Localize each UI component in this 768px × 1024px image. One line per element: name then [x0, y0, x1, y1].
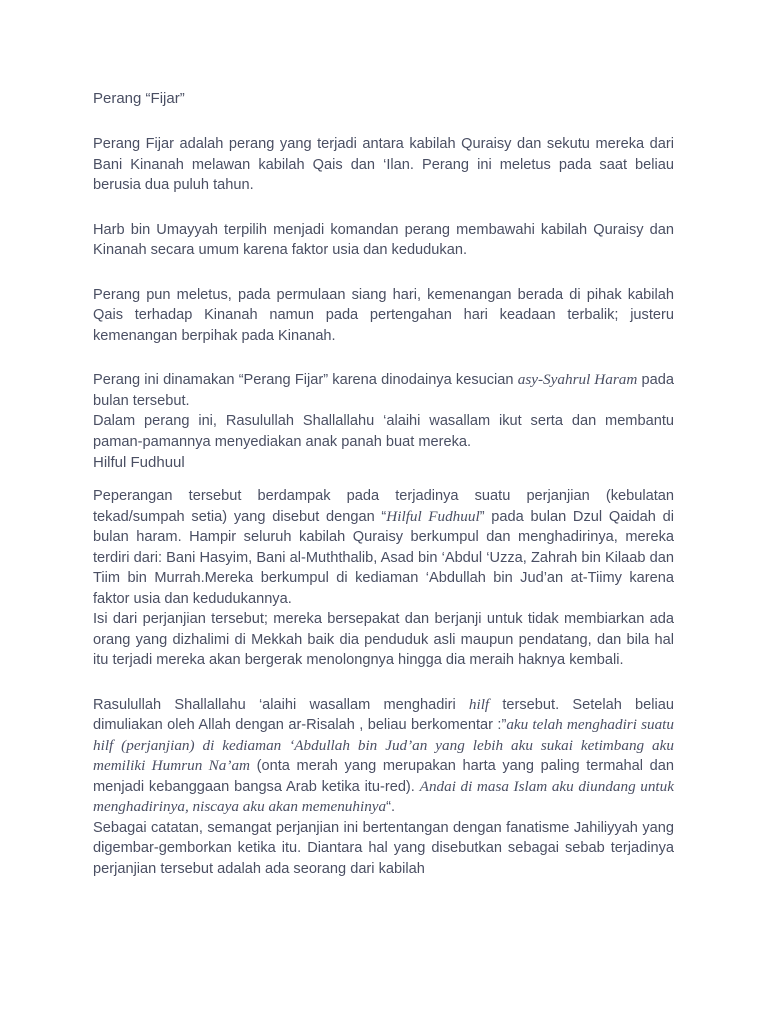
paragraph-prophet-comment [93, 695, 674, 818]
italic-term: asy-Syahrul Haram [517, 371, 638, 388]
text-segment: Rasulullah Shallallahu ‘alaihi wasallam menghadiri [93, 696, 469, 713]
text-segment: (onta merah yang merupakan harta yang paling termahal dan menjadi kebanggaan bangsa Arab ketika itu-red). [93, 758, 674, 795]
italic-quote: aku telah menghadiri suatu hilf (perjanjian) di kediaman ‘Abdullah bin Jud’an yang lebih aku sukai ketimbang aku memiliki Humrun Na’am [93, 716, 674, 774]
heading-hilful-fudhuul: Hilful Fudhuul [93, 454, 185, 471]
paragraph-fijar-definition: Perang Fijar adalah perang yang terjadi antara kabilah Quraisy dan sekutu mereka dari Bani Kinanah melawan kabilah Qais dan ‘Ilan. Perang ini meletus pada saat beliau berusia dua puluh tahun. [93, 136, 674, 193]
paragraph-hilful-origin [93, 486, 674, 609]
text-segment: tersebut. Setelah beliau dimuliakan oleh Allah dengan ar-Risalah , beliau berkomentar :” [93, 696, 674, 733]
italic-quote: Andai di masa Islam aku diundang untuk menghadirinya, niscaya aku akan memenuhinya [93, 777, 674, 815]
italic-term: Hilful Fudhuul [386, 507, 480, 525]
paragraph-prophet-participation: Dalam perang ini, Rasulullah Shallallahu ‘alaihi wasallam ikut serta dan membantu paman-pamannya menyediakan anak panah buat mereka. [93, 413, 674, 450]
paragraph-naming-reason [93, 370, 674, 411]
text-segment: Peperangan tersebut berdampak pada terjadinya suatu perjanjian (kebulatan tekad/sumpah setia) yang disebut dengan “ [93, 488, 674, 525]
paragraph-war-outcome: Perang pun meletus, pada permulaan siang hari, kemenangan berada di pihak kabilah Qais terhadap Kinanah namun pada pertengahan hari keadaan terbalik; justeru kemenangan berpihak pada Kinanah. [93, 286, 674, 344]
heading-perang-fijar: Perang “Fijar” [93, 90, 185, 107]
text-segment: “. [386, 799, 396, 815]
paragraph-note: Sebagai catatan, semangat perjanjian ini bertentangan dengan fanatisme Jahiliyyah yang digembar-gemborkan ketika itu. Diantara hal yang disebutkan sebagai sebab terjadinya perjanjian tersebut adalah ada seorang dari kabilah [93, 819, 674, 877]
document-page [93, 88, 674, 879]
paragraph-agreement-content: Isi dari perjanjian tersebut; mereka bersepakat dan berjanji untuk tidak membiarkan ada orang yang dizhalimi di Mekkah baik dia penduduk asli maupun pendatang, dan bila hal itu terjadi mereka akan bergerak menolongnya hingga dia meraih haknya kembali. [93, 611, 674, 668]
text-segment: Perang ini dinamakan “Perang Fijar” karena dinodainya kesucian [93, 372, 518, 388]
italic-term: hilf [468, 695, 490, 713]
paragraph-harb-commander: Harb bin Umayyah terpilih menjadi komandan perang membawahi kabilah Quraisy dan Kinanah secara umum karena faktor usia dan kedudukan. [93, 221, 674, 258]
text-segment: pada bulan tersebut. [93, 372, 674, 409]
text-segment: ” pada bulan Dzul Qaidah di bulan haram. Hampir seluruh kabilah Quraisy berkumpul dan menghadirinya, mereka terdiri dari: Bani Hasyim, Bani al-Muththalib, Asad bin ‘Abdul ‘Uzza, Zahrah bin Kilaab dan Tiim bin Murrah.Mereka berkumpul di kediaman ‘Abdullah bin Jud’an at-Tiimy karena faktor usia dan kedudukannya. [93, 508, 675, 607]
